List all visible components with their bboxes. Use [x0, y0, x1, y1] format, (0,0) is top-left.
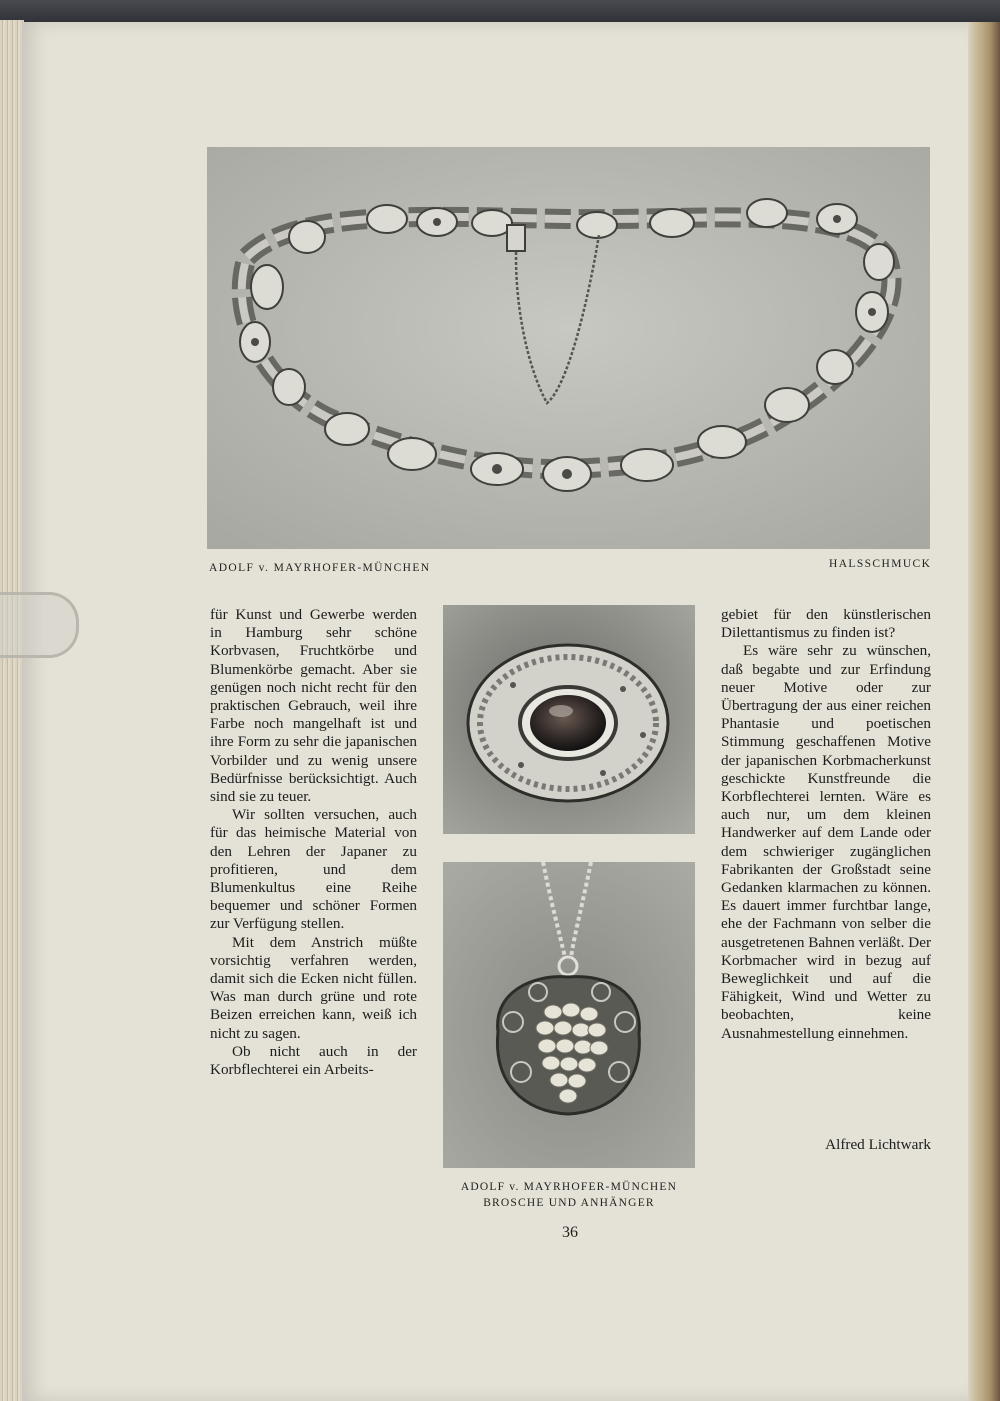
book-spine-edge: [0, 20, 24, 1401]
right-paragraph-2: Es wäre sehr zu wünschen, daß begabte und zur Erfindung neuer Motive oder zur Übertragung der aus einer reichen Phantasie und poetischen Stimmung geschaffenen Motive der japanischen Korbmacherkunst geschickte Kunstfreunde die Korbflechterei lernten. Wäre es auch nur, um dem kleinen Handwerker auf dem Lande oder dem schwieriger zugänglichen Fabrikanten der Großstadt seine Gedanken klarmachen zu können. Es dauert immer furchtbar lange, ehe der Fachmann von selber die ausgetretenen Bahnen verläßt. Der Korbmacher wird in bezug auf Beweglichkeit und auf die Fähigkeit, Wind und Wetter zu beobachten, keine Ausnahmestellung einnehmen.: [721, 642, 931, 1042]
left-paragraph-2: Wir sollten versuchen, auch für das heimische Material von den Lehren der Japaner zu profitieren, und dem Blumenkultus eine Reihe bequemer und schöner Formen zur Verfügung stellen.: [210, 806, 417, 933]
author-signature: Alfred Lichtwark: [825, 1136, 931, 1153]
pendant-photo: [443, 862, 695, 1168]
right-text-column: [721, 606, 931, 1043]
necklace-caption-title: HALSSCHMUCK: [829, 558, 932, 570]
left-paragraph-4: Ob nicht auch in der Korbflechterei ein Arbeits-: [210, 1042, 417, 1079]
necklace-photo: [207, 147, 930, 549]
jewelry-caption-artist: ADOLF v. MAYRHOFER-MÜNCHEN: [460, 1181, 678, 1193]
jewelry-caption: [443, 1179, 695, 1211]
right-paragraph-1: gebiet für den künstlerischen Dilettantismus zu finden ist?: [721, 606, 931, 642]
left-paragraph-3: Mit dem Anstrich müßte vorsichtig verfahren werden, damit sich die Ecken nicht füllen. Was man durch grüne und rote Beizen erreichen kann, weiß ich nicht zu sagen.: [210, 933, 417, 1042]
brooch-photo: [443, 605, 695, 834]
left-text-column: [210, 606, 417, 1079]
page-edge: [968, 22, 1000, 1401]
page-number: 36: [562, 1224, 578, 1241]
jewelry-caption-title: BROSCHE UND ANHÄNGER: [483, 1197, 655, 1209]
necklace-caption-artist: ADOLF v. MAYRHOFER-MÜNCHEN: [209, 562, 431, 574]
left-paragraph-1: für Kunst und Gewerbe werden in Hamburg sehr schöne Korbvasen, Fruchtkörbe und Blumenkörbe gemacht. Aber sie genügen noch nicht recht für den praktischen Gebrauch, weil ihre Farbe noch mangelhaft ist und ihre Form zu sehr die japanischen Vorbilder und zu wenig unsere Bedürfnisse berücksichtigt. Auch sind sie zu teuer.: [210, 606, 417, 806]
page-clip: [0, 592, 79, 658]
